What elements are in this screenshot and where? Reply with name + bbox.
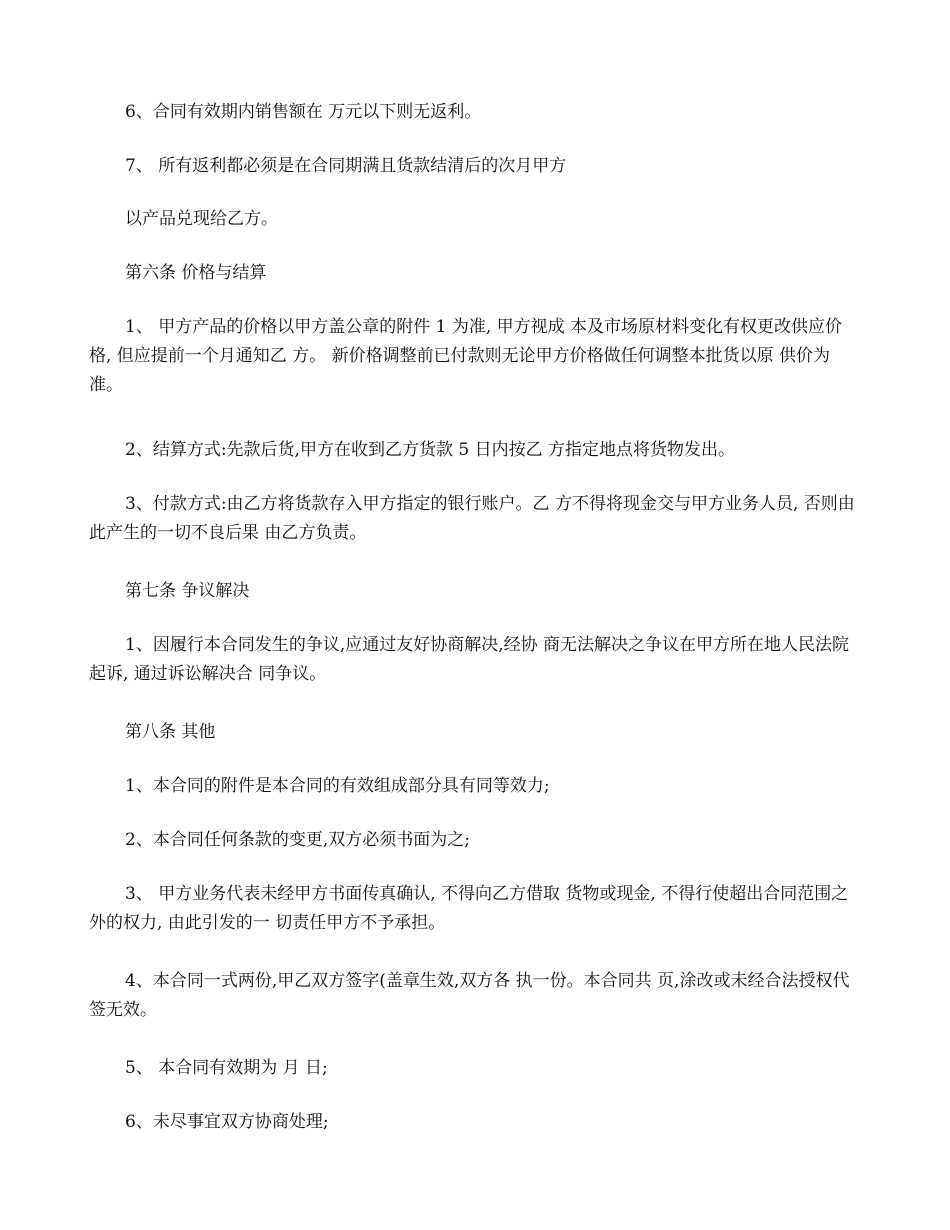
paragraph: 1、 甲方产品的价格以甲方盖公章的附件 1 为准, 甲方视成 本及市场原材料变化有权更改供应价格, 但应提前一个月通知乙 方。 新价格调整前已付款则无论甲方价格做任何调整本批货以原 供价为准。 bbox=[89, 317, 843, 395]
paragraph: 3、付款方式:由乙方将货款存入甲方指定的银行账户。乙 方不得将现金交与甲方业务人员, 否则由此产生的一切不良后果 由乙方负责。 bbox=[89, 494, 855, 543]
paragraph: 7、 所有返利都必须是在合同期满且货款结清后的次月甲方 bbox=[125, 156, 567, 176]
section-heading: 第八条 其他 bbox=[125, 722, 216, 742]
paragraph: 1、本合同的附件是本合同的有效组成部分具有同等效力; bbox=[125, 776, 550, 796]
paragraph: 3、 甲方业务代表未经甲方书面传真确认, 不得向乙方借取 货物或现金, 不得行使超出合同范围之外的权力, 由此引发的一 切责任甲方不予承担。 bbox=[89, 884, 849, 933]
paragraph: 6、未尽事宜双方协商处理; bbox=[125, 1112, 329, 1132]
paragraph: 5、 本合同有效期为 月 日; bbox=[125, 1058, 328, 1078]
section-heading: 第六条 价格与结算 bbox=[125, 263, 267, 283]
paragraph: 1、因履行本合同发生的争议,应通过友好协商解决,经协 商无法解决之争议在甲方所在地人民法院起诉, 通过诉讼解决合 同争议。 bbox=[89, 635, 850, 684]
paragraph: 4、本合同一式两份,甲乙双方签字(盖章生效,双方各 执一份。本合同共 页,涂改或未经合法授权代签无效。 bbox=[89, 971, 850, 1020]
section-heading: 第七条 争议解决 bbox=[125, 581, 250, 601]
paragraph: 2、结算方式:先款后货,甲方在收到乙方货款 5 日内按乙 方指定地点将货物发出。 bbox=[125, 440, 735, 460]
paragraph: 6、合同有效期内销售额在 万元以下则无返利。 bbox=[125, 102, 482, 122]
paragraph: 以产品兑现给乙方。 bbox=[125, 209, 278, 229]
paragraph: 2、本合同任何条款的变更,双方必须书面为之; bbox=[125, 830, 470, 850]
